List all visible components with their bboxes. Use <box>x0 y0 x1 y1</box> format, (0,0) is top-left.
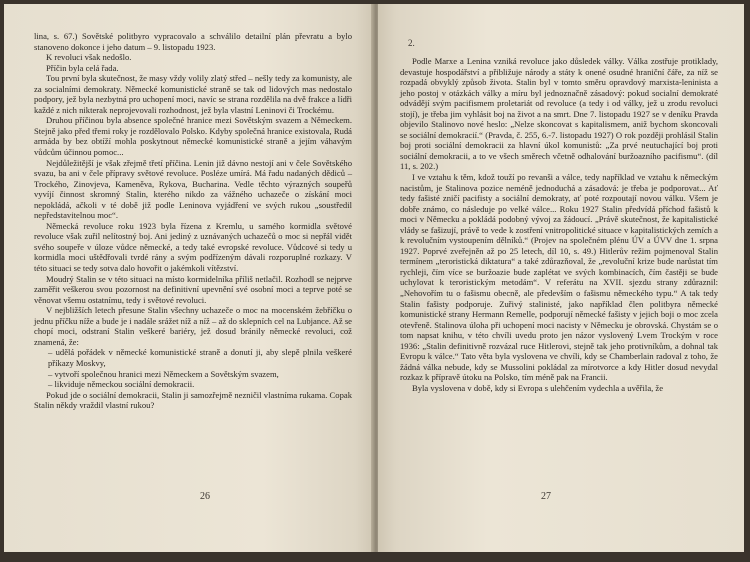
paragraph: I ve vztahu k těm, kdož touží po revanši a válce, tedy například ve vztahu k německým nacistům, je Stalinova pozice neméně jednoduchá a zásadová: je třeba je podporovat... Ať tedy fašisté zničí pacifisty a sociální demokraty, ať poté rozpoutají novou válku. Všem je dobře známo, co následuje po velké válce... Roku 1927 Stalin předvídá příchod fašistů k moci v Německu a pokládá podobný vývoj za žádoucí. „Právě skutečnost, že kapitalistické vlády se fašizují, právě to vede k zostření vnitropolitické situace v kapitalistických zemích a k revolučním vystoupením dělníků.“ (Projev na společném plénu ÚV a ÚVV dne 1. srpna 1927. Poprvé zveřejněn až po 25 letech, díl 10, s. 49.) Hitlerův režim pojmenoval Stalin termínem „teroristická diktatura“ a také zdůrazňoval, že „revoluční krize bude narůstat tím rychleji, čím více se buržoazie bude zaplétat ve svých kombinacích, čím častěji se bude uchylovat k teroristickým metodám“. V referátu na XVII. sjezdu strany zdůraznil: „Nehovořím tu o fašismu obecně, ale především o fašismu německého typu.“ A tak tedy Stalin fašisty podporuje. Zuřivý stalinisté, jako například člen politbyra německé komunistické strany Hermann Remelle, podporují německé fašisty v jejich boji o moc zcela otevřeně. Stalinova úloha při uchopení moci nacisty v Německu je obrovská. Chystám se o tom napsat knihu, v této chvíli uvedu proto jen názor vyslovený Lvem Trockým v roce 1936: „Stalin definitivně rozvázal ruce Hitlerovi, stejně tak jeho protivníkům, a dohnal tak Evropu k válce.“ Tato věta byla vyslovena ve chvíli, kdy se Chamberlain radoval z toho, že žádná válka nebude, kdy se Mussolini pokládal za mírotvorce a kdy Hitler dosud nevydal rozkaz k přípravě útoku na Polsko, tím méně pak na Francii. <box>400 172 718 383</box>
paragraph: Byla vyslovena v době, kdy si Evropa s ulehčením vydechla a uvěřila, že <box>412 382 664 393</box>
paragraph: Příčin byla celá řada. <box>46 62 119 73</box>
paragraph: Moudrý Stalin se v této situaci na místo kormidelníka příliš netlačil. Rozhodl se nejprve zaměřit veškerou svou pozornost na definitivní upevnění své osobní moci a teprve poté se věnovat všemu ostatnímu, tedy i světové revoluci. <box>34 273 352 305</box>
left-page <box>4 4 374 552</box>
left-page-number: 26 <box>200 491 210 502</box>
paragraph: V nejbližších letech přesune Stalin všechny uchazeče o moc na mocenském žebříčku o jednu příčku níže a bude je i nadále srážet níž a níž – až do sklepních cel na Lubjance. Až se chopí moci, odstraní Stalin veškeré bariéry, jež dosud bránily německé revoluci, což znamená, že: <box>34 305 352 347</box>
list-item: – udělá pořádek v německé komunistické straně a donutí ji, aby slepě plnila veškeré příkazy Moskvy, <box>48 347 352 368</box>
list-item: – vytvoří společnou hranici mezi Německem a Sovětským svazem, <box>48 368 279 379</box>
paragraph: Pokud jde o sociální demokracii, Stalin ji samozřejmě nezničil vlastníma rukama. Copak Stalin někdy vraždil vlastní rukou? <box>34 389 352 411</box>
paragraph: Podle Marxe a Lenina vzniká revoluce jako důsledek války. Válka zostřuje protiklady, devastuje hospodářství a přibližuje národy a státy k onené osudné hraniční čáře, za níž se rozpadá obvyklý způsob života. Stalin byl v tomto směru opravdový marxista-leninista a jeho postoj v otázkách války a míru byl jednoznačně zásadový: pokud socialní demokraté odvádějí svým pacifismem proletariát od revoluce (a tedy i od války, jež u zrodu revoluci stojí), je třeba jim vyhlásit boj na život a na smrt. Dne 7. listopadu 1927 se v deníku Pravda objevilo Stalinovo nové heslo: „Nelze skoncovat s kapitalismem, aniž bychom skoncovali se sociální demokracií.“ (Pravda, č. 255, 6.-7. listopadu 1927) O rok později prohlásil Stalin boj proti sociální demokracii za hlavní úkol komunistů: „Za prvé neutuchající boj proti sociální demokracii, a to ve všech směrech včetně odhalování buržoazního pacifismu“. (díl 11, s. 202.) <box>400 56 718 172</box>
paragraph: K revoluci však nedošlo. <box>46 52 132 63</box>
list-item: – likviduje německou sociální demokracii. <box>48 379 195 390</box>
right-page <box>378 4 744 552</box>
paragraph: Nejdůležitější je však zřejmě třetí příčina. Lenin již dávno nestojí ani v čele Sovětského svazu, ba ani v čele přípravy světové revoluce. Posléze umírá. Má řadu nadaných dědiců – Trockého, Zinovjeva, Kameněva, Rykova, Bucharina. Vedle těchto výrazných soupeřů vyvíjí činnost skromný Stalin, kterého nikdo za vážného uchazeče o získání moci nepokládá, ačkoli v té době již podle Leninova vyjádření ve svých rukou „soustředil nepředstavitelnou moc“. <box>34 157 352 221</box>
section-number: 2. <box>408 38 415 48</box>
left-page-text <box>34 31 352 411</box>
right-page-number: 27 <box>541 491 551 502</box>
right-page-text <box>400 56 718 394</box>
paragraph: lina, s. 67.) Sovětské politbyro vypracovalo a schválilo detailní plán převratu a bylo stanoveno dokonce i jeho datum – 9. listopadu 1923. <box>34 31 352 52</box>
paragraph: Německá revoluce roku 1923 byla řízena z Kremlu, u samého kormidla světové revoluce však zuřil nelítostný boj. Ani jediný z uznávaných uchazečů o moc si nepřál vidět svého soupeře v úloze vůdce německé, a tedy také evropské revoluce. Vůdcové si tedy u kormidla moci uštědřovali tvrdé rány a svým podřízeným dávali rozporuplné rozkazy. V této situaci se tedy sotva dalo hovořit o jakémkoli vítězství. <box>34 220 352 274</box>
paragraph: Tou první byla skutečnost, že masy vždy volily zlatý střed – nešly tedy za komunisty, ale za socialními demokraty. Německé komunistické straně se tak od lidových mas nedostalo podpory, jež byla nezbytná pro uchopení moci, navíc se strana rozdělila na dvě frakce a lídři každé z nich nikterak neprojevovali rozhodnost, jež byla vlastní Leninovi či Trockému. <box>34 73 352 115</box>
paragraph: Druhou příčinou byla absence společné hranice mezi Sovětským svazem a Německem. Stejně jako před třemi roky je rozdělovalo Polsko. Kdyby společná hranice existovala, Rudá armáda by bez obtíží mohla poskytnout německé komunistické straně a jejím váhavým vůdcům účinnou pomoc... <box>34 115 352 158</box>
